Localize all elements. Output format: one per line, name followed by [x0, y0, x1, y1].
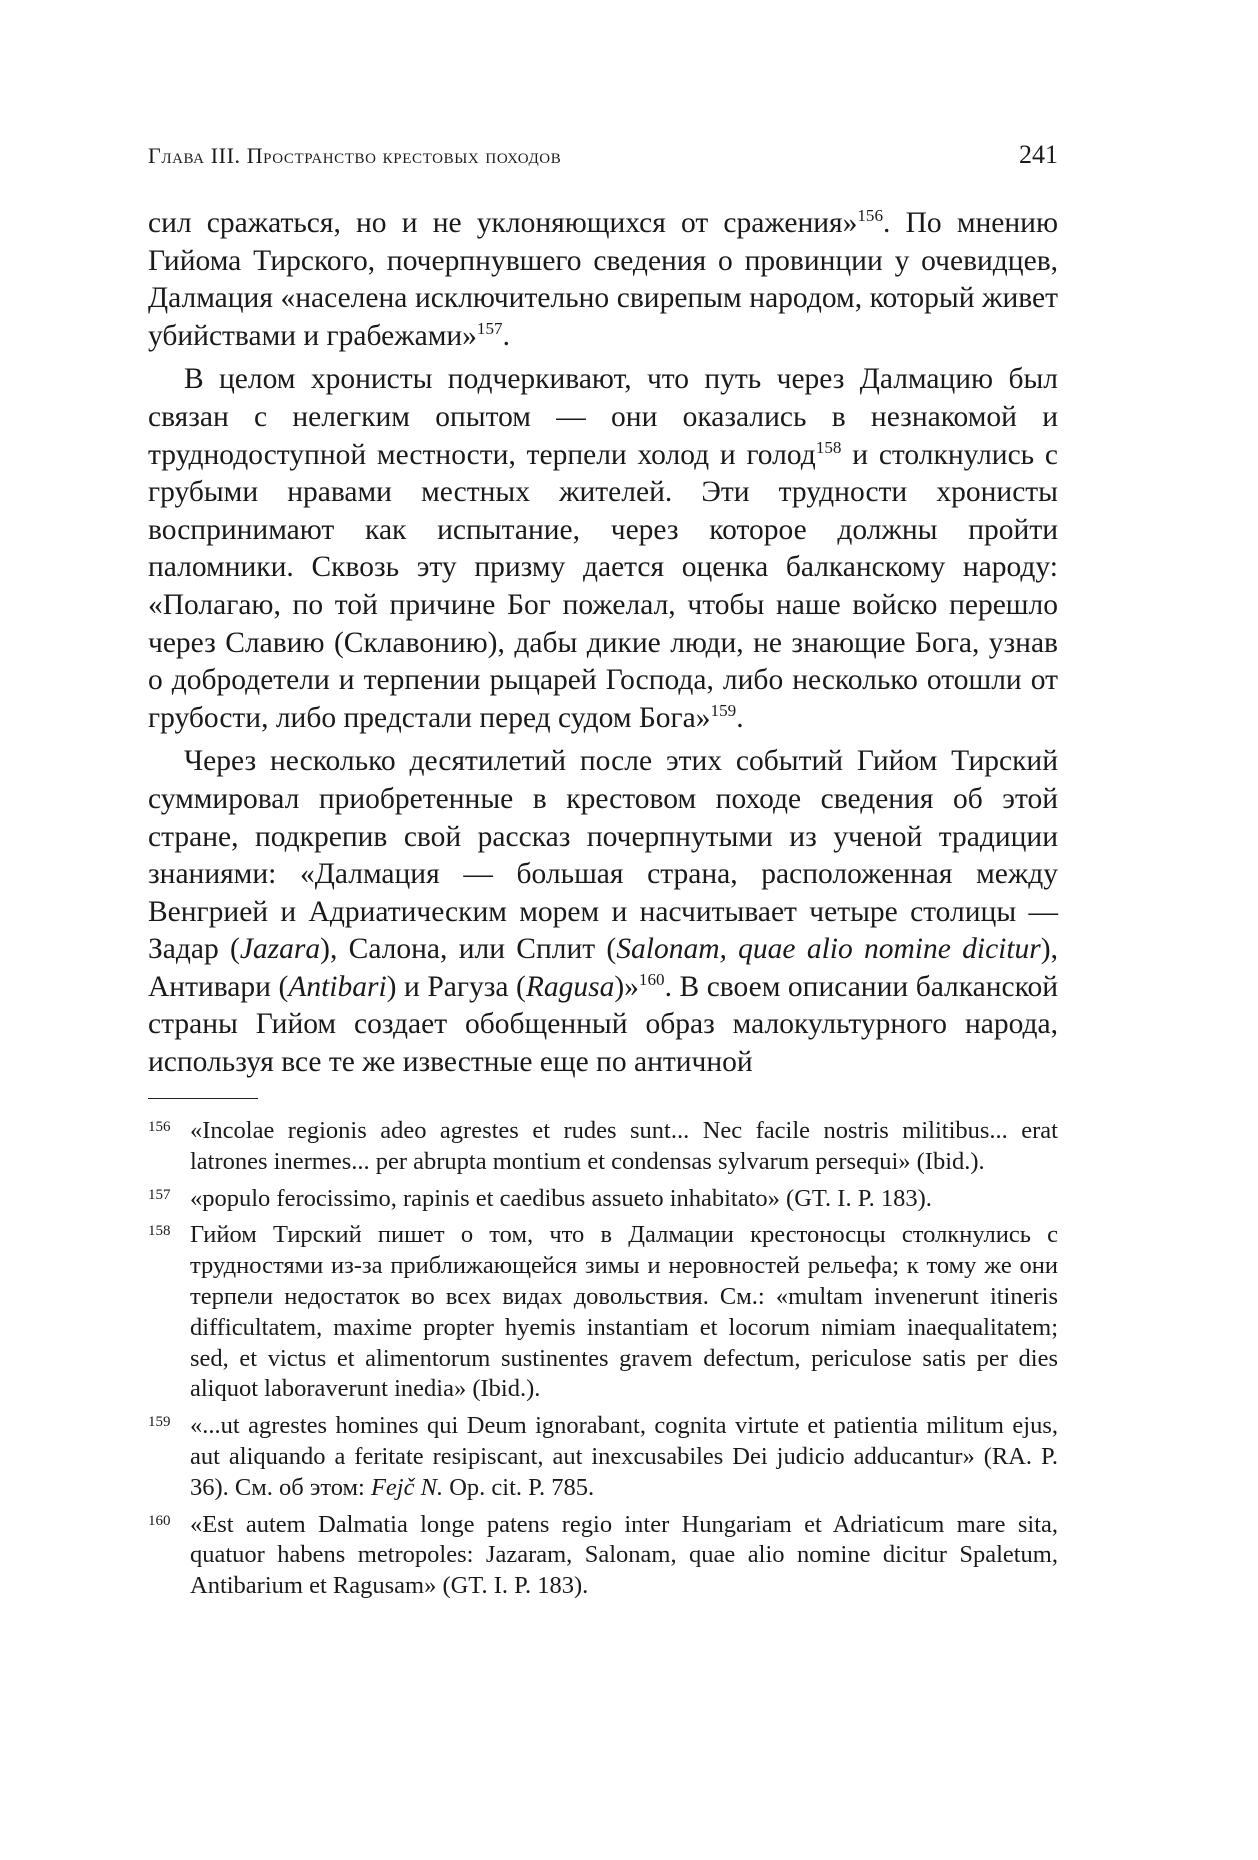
page-header: [148, 140, 1058, 170]
footnote-ref: 156: [857, 206, 884, 226]
running-title: Глава III. Пространство крестовых походов: [148, 143, 562, 168]
paragraph-1: сил сражаться, но и не уклоняющихся от сражения»$^{156}$. По мнению Гийома Тирского, почерпнувшего сведения о провинции у очевидцев, Далмация «населена исключительно свирепым народом, который живет убийствами и грабежами»$^{157}$.: [148, 206, 1059, 352]
footnote-ref: 157: [476, 318, 503, 338]
footnote-text: Гийом Тирский пишет о том, что в Далмации крестоносцы столкнулись с трудностями из-за приближающейся зимы и неровностей рельефа; к тому же они терпели недостаток во всех видах довольствия. См.: «multam invenerunt itineris difficultatem, maxime propter hyemis instantiam et locorum nimiam inaequalitatem; sed, et victus et alimentorum sustinentes gravem defectum, periculose satis per dies aliquot laboraverunt inedia» (Ibid.).: [190, 1221, 1058, 1403]
footnote-number: 157: [148, 1186, 171, 1203]
footnote-text: «populo ferocissimo, rapinis et caedibus assueto inhabitato» (GT. I. P. 183).: [190, 1184, 932, 1212]
footnote-number: 160: [148, 1512, 171, 1529]
paragraph-3: Через несколько десятилетий после этих событий Гийом Тирский суммировал приобретенные в крестовом походе сведения об этой стране, подкрепив свой рассказ почерпнутыми из ученой традиции знаниями: «Далмация — большая страна, расположенная между Венгрией и Адриатическим морем и насчитывает четыре столицы — Задар (Jazara), Салона, или Сплит (Salonam, quae alio nomine dicitur), Антивари (Antibari) и Рагуза (Ragusa)»$^{160}$. В своем описании балканской страны Гийом создает обобщенный образ малокультурного народа, используя все те же известные еще по античной: [148, 745, 1059, 1079]
footnote-160: [148, 1510, 1058, 1602]
footnote-text: «Est autem Dalmatia longe patens regio inter Hungariam et Adriaticum mare sita, quatuor habens metropoles: Jazaram, Salonam, quae alio nomine dicitur Spaletum, Antibarium et Ragusam» (GT. I. P. 183).: [190, 1510, 1058, 1600]
main-text: [148, 205, 1058, 1082]
footnotes: [148, 1116, 1058, 1608]
page-number: 241: [1019, 140, 1058, 169]
footnote-ref: 159: [710, 700, 737, 720]
footnote-159: [148, 1411, 1058, 1503]
footnote-ref: 160: [638, 970, 665, 990]
footnote-number: 158: [148, 1223, 171, 1240]
footnote-separator: [148, 1098, 258, 1099]
footnote-number: 156: [148, 1119, 171, 1135]
footnote-number: 159: [148, 1414, 171, 1431]
paragraph-2: В целом хронисты подчеркивают, что путь через Далмацию был связан с нелегким опытом — они оказались в незнакомой и труднодоступной местности, терпели холод и голод$^{158}$ и столкнулись с грубыми нравами местных жителей. Эти трудности хронисты воспринимают как испытание, через которое должны пройти паломники. Сквозь эту призму дается оценка балканскому народу: «Полагаю, по той причине Бог пожелал, чтобы наше войско перешло через Славию (Склавонию), дабы дикие люди, не знающие Бога, узнав о добродетели и терпении рыцарей Господа, либо несколько отошли от грубости, либо предстали перед судом Бога»$^{159}$.: [148, 363, 1058, 734]
footnote-156: [148, 1116, 1058, 1178]
footnote-ref: 158: [815, 437, 842, 457]
footnote-text: «...ut agrestes homines qui Deum ignorabant, cognita virtute et patientia militum ejus, aut aliquando a feritate resipiscant, aut inexcusabiles Dei judicio adducantur» (RA. P. 36). См. об этом: Fejč N. Op. cit. P. 785.: [190, 1412, 1058, 1501]
footnote-text: «Incolae regionis adeo agrestes et rudes sunt... Nec facile nostris militibus... erat latrones inermes... per abrupta montium et condensas sylvarum persequi» (Ibid.).: [190, 1117, 1058, 1175]
footnote-158: [148, 1220, 1058, 1405]
footnote-157: [148, 1184, 1058, 1215]
